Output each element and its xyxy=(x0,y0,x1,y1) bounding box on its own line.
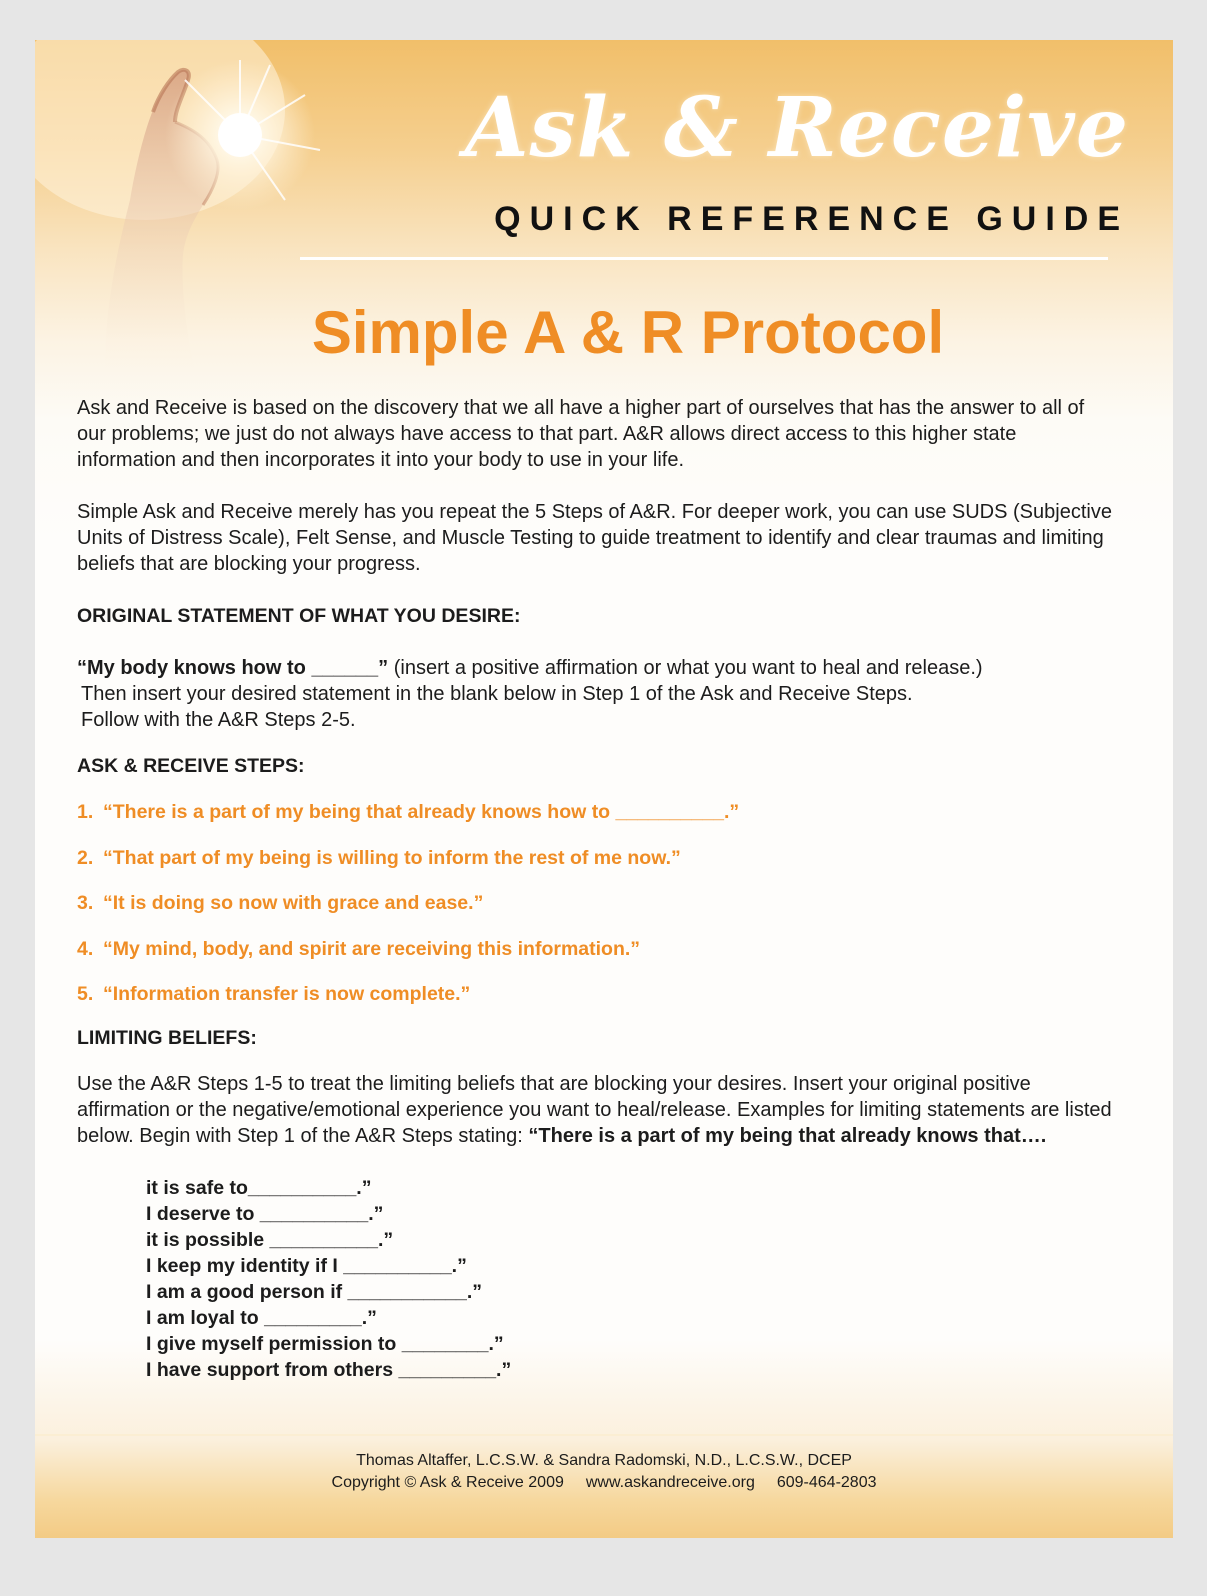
limiting-beliefs-lead: “There is a part of my being that already knows that…. xyxy=(528,1124,1047,1147)
intro-paragraph-1: Ask and Receive is based on the discovery that we all have a higher part of ourselves that has the answer to all of our problems; we just do not always have access to that part. A&R allows direct access to this higher state information and then incorporates it into your body to use in your life. xyxy=(77,397,1085,471)
affirmation-bold: “My body knows how to ______” xyxy=(77,657,389,679)
step-item xyxy=(77,845,1117,871)
step-item xyxy=(77,936,1117,962)
step-text: “There is a part of my being that already knows how to __________.” xyxy=(103,801,740,823)
footer-phone: 609-464-2803 xyxy=(776,1474,877,1491)
limiting-statement: I am loyal to _________.” xyxy=(146,1306,377,1329)
affirmation-rest: (insert a positive affirmation or what you want to heal and release.) xyxy=(388,657,983,679)
main-content xyxy=(77,395,1117,1383)
step-number: 4. xyxy=(77,937,94,960)
affirmation-line xyxy=(77,655,1117,681)
footer-authors: Thomas Altaffer, L.C.S.W. & Sandra Radomski, N.D., L.C.S.W., DCEP xyxy=(356,1452,852,1469)
step-number: 3. xyxy=(77,892,94,914)
steps-list xyxy=(77,799,1117,1007)
header-divider xyxy=(300,257,1108,260)
brand-title: Ask & Receive xyxy=(464,80,1129,176)
limiting-statement: I have support from others _________.” xyxy=(146,1358,512,1381)
limiting-statement: it is possible __________.” xyxy=(146,1228,394,1251)
step-number: 2. xyxy=(77,846,94,869)
limiting-statement: it is safe to__________.” xyxy=(146,1176,372,1199)
intro-paragraph-2: Simple Ask and Receive merely has you repeat the 5 Steps of A&R. For deeper work, you can use SUDS (Subjective Units of Distress Scale), Felt Sense, and Muscle Testing to guide treatment to identify and clear traumas and limiting beliefs that are blocking your progress. xyxy=(77,501,1112,575)
step-item xyxy=(77,890,1117,916)
footer xyxy=(35,1450,1173,1494)
affirmation-instruction-2: Follow with the A&R Steps 2-5. xyxy=(81,709,356,731)
limiting-statement: I am a good person if ___________.” xyxy=(146,1280,482,1303)
footer-contact-line xyxy=(35,1472,1173,1494)
step-number: 1. xyxy=(77,801,94,823)
step-item xyxy=(77,981,1117,1007)
limiting-statement: I give myself permission to ________.” xyxy=(146,1332,504,1355)
step-text: “Information transfer is now complete.” xyxy=(103,983,471,1005)
step-item xyxy=(77,799,1117,825)
limiting-statements-list xyxy=(77,1175,1117,1383)
limiting-statement: I deserve to __________.” xyxy=(146,1202,384,1225)
footer-copyright: Copyright © Ask & Receive 2009 xyxy=(331,1474,564,1491)
limiting-beliefs-text: Use the A&R Steps 1-5 to treat the limiting beliefs that are blocking your desires. Insert your original positive affirmation or the negative/emotional experience you want to heal/release. Examples for limiting statements are listed below. Begin with Step 1 of the A&R Steps stating: xyxy=(77,1072,1112,1147)
page-title: Simple A & R Protocol xyxy=(311,299,945,366)
step-text: “My mind, body, and spirit are receiving this information.” xyxy=(103,937,641,960)
steps-heading: ASK & RECEIVE STEPS: xyxy=(77,755,305,777)
step-text: “It is doing so now with grace and ease.” xyxy=(103,892,484,914)
footer-divider xyxy=(35,1434,1173,1436)
original-statement-heading: ORIGINAL STATEMENT OF WHAT YOU DESIRE: xyxy=(77,605,521,627)
reference-page xyxy=(35,40,1173,1538)
footer-website-link[interactable]: www.askandreceive.org xyxy=(585,1474,755,1491)
step-text: “That part of my being is willing to inform the rest of me now.” xyxy=(103,846,681,869)
guide-subtitle: QUICK REFERENCE GUIDE xyxy=(494,200,1129,238)
affirmation-instruction-1: Then insert your desired statement in the blank below in Step 1 of the Ask and Receive Steps. xyxy=(81,683,913,705)
limiting-beliefs-paragraph xyxy=(77,1071,1117,1149)
step-number: 5. xyxy=(77,983,94,1005)
limiting-beliefs-heading: LIMITING BELIEFS: xyxy=(77,1026,257,1049)
limiting-statement: I keep my identity if I __________.” xyxy=(146,1254,467,1277)
